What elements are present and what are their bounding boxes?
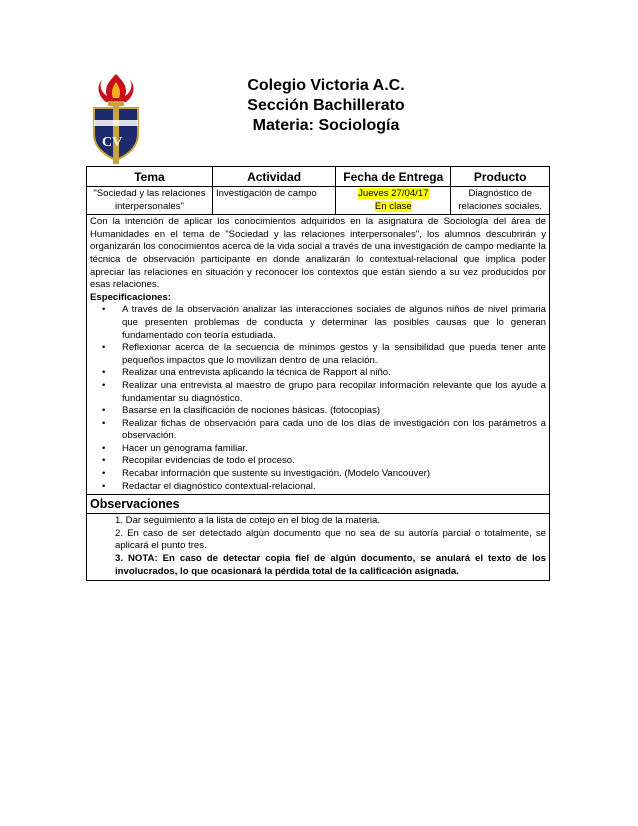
list-item [102, 417, 546, 443]
observation-item: 2. En caso de ser detectado algún documento que no sea de su autoría parcial o totalmente, se aplicará el punto tres. [115, 527, 546, 552]
specifications-title: Especificaciones: [90, 291, 172, 303]
bullet-icon: • [102, 468, 106, 480]
header-producto: Producto [451, 167, 550, 187]
bullet-icon: • [102, 304, 106, 316]
list-item-text: Realizar fichas de observación para cada uno de los días de investigación con los parámetros a observación. [122, 417, 546, 442]
observation-note: 3. NOTA: En caso de detectar copia fiel de algún documento, se anulará el texto de los involucrados, lo que ocasionará la pérdida total de la calificación asignada. [115, 553, 546, 577]
logo-letter-c: CV [102, 135, 123, 150]
bullet-icon: • [102, 367, 106, 379]
list-item-text: Reflexionar acerca de la secuencia de mínimos gestos y la sensibilidad que pueda tener ante pequeños impactos que lo movilizan dentro de una relación. [122, 342, 546, 366]
cell-fecha [336, 187, 451, 215]
bullet-icon: • [102, 480, 106, 492]
cell-actividad: Investigación de campo [212, 187, 335, 215]
list-item-text: Recabar información que sustente su investigación. (Modelo Vancouver) [122, 468, 431, 480]
bullet-icon: • [102, 342, 106, 354]
list-item-text: Realizar una entrevista aplicando la técnica de Rapport al niño. [122, 367, 391, 379]
observations-cell [87, 514, 550, 581]
observations-header-row [87, 495, 550, 514]
school-name: Colegio Victoria A.C. [247, 77, 405, 94]
bullet-icon: • [102, 405, 106, 417]
observation-item: 1. Dar seguimiento a la lista de cotejo en el blog de la materia. [115, 515, 381, 527]
list-item [102, 304, 546, 342]
school-logo-icon [86, 72, 146, 164]
header-fecha: Fecha de Entrega [336, 167, 451, 187]
observations-title: Observaciones [87, 495, 550, 514]
assignment-table [86, 166, 550, 581]
list-item-text: Hacer un genograma familiar. [122, 442, 248, 454]
list-item [102, 405, 546, 418]
observations-row [87, 514, 550, 581]
bullet-icon: • [102, 379, 106, 391]
cell-tema: "Sociedad y las relaciones interpersonales" [87, 187, 213, 215]
specifications-list [90, 304, 546, 493]
table-row [87, 187, 550, 215]
list-item-text: Recopilar evidencias de todo el proceso. [122, 455, 295, 467]
section-name: Sección Bachillerato [247, 97, 405, 114]
description-cell [87, 215, 550, 495]
subject-name: Materia: Sociología [252, 117, 400, 134]
bullet-icon: • [102, 442, 106, 454]
document-header [231, 76, 421, 136]
header-actividad: Actividad [212, 167, 335, 187]
list-item [102, 342, 546, 367]
list-item-text: Basarse en la clasificación de nociones básicas. (fotocopias) [122, 405, 381, 417]
list-item [102, 442, 546, 456]
list-item [102, 468, 546, 481]
list-item-text: Redactar el diagnóstico contextual-relacional. [122, 480, 316, 492]
list-item [102, 367, 546, 380]
list-item [102, 379, 546, 405]
header-tema: Tema [87, 167, 213, 187]
list-item-text: Realizar una entrevista al maestro de grupo para recopilar información relevante que los ayude a fundamentar su diagnóstico. [122, 379, 546, 404]
due-place: En clase [374, 200, 412, 212]
cell-producto: Diagnóstico de relaciones sociales. [451, 187, 550, 215]
bullet-icon: • [102, 455, 106, 467]
list-item-text: A través de la observación analizar las interacciones sociales de algunos niños de nivel primaria que presenten problemas de conducta y determinar las posibles causas que lo generan fundamentado con teoría estudiada. [122, 304, 546, 341]
table-header-row [87, 167, 550, 187]
list-item [102, 480, 546, 494]
bullet-icon: • [102, 417, 106, 429]
description-row [87, 215, 550, 495]
due-date: Jueves 27/04/17 [358, 188, 429, 199]
list-item [102, 455, 546, 468]
description-text: Con la intención de aplicar los conocimientos adquiridos en la asignatura de Sociología del área de Humanidades en el tema de "Sociedad y las relaciones interpersonales", los alumnos descubrirán y organizarán los conocimientos acerca de la vida social a través de una investigación de campo mediante la técnica de observación participante en donde analizarán lo contextual-relacional que implica poder apreciar las relaciones en situación y reconocer los contextos que están siendo a su vez producidos por esas relaciones. [90, 216, 546, 291]
